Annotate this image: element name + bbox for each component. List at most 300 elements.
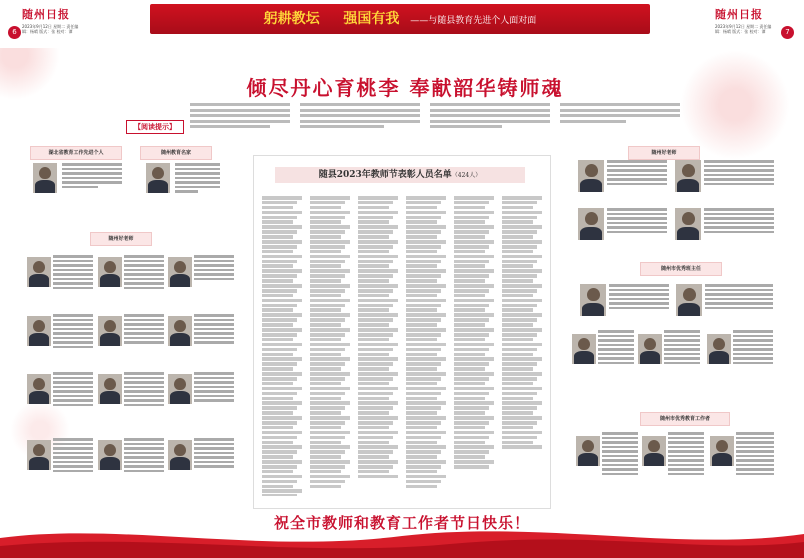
honor-list-entry <box>454 416 494 420</box>
honor-list-entry <box>358 387 398 391</box>
honor-list-entry <box>406 421 441 425</box>
honor-list-entry <box>310 206 341 210</box>
profile-text <box>194 438 234 488</box>
honor-list-entry <box>502 294 533 298</box>
masthead-meta-right: 2023年9月12日 星期二 责任编辑：杨晴 版式：张 校对：谭 <box>715 24 772 34</box>
honor-list-entry <box>502 264 533 268</box>
portrait-photo <box>676 284 702 316</box>
profile-text <box>53 372 93 422</box>
profile-text <box>733 330 773 378</box>
honor-list-entry <box>262 264 293 268</box>
portrait-photo <box>27 374 51 404</box>
honor-list-entry <box>358 426 389 430</box>
honor-list-entry <box>502 308 533 312</box>
honor-list-entry <box>262 485 293 489</box>
honor-list-entry <box>358 465 393 469</box>
honor-list-entry <box>310 460 350 464</box>
honor-list-entry <box>454 255 494 259</box>
portrait-photo <box>33 163 57 193</box>
honor-list-entry <box>502 431 542 435</box>
masthead-meta-left: 2023年9月12日 星期二 责任编辑：杨晴 版式：张 校对：谭 <box>22 24 79 34</box>
honor-list-entry <box>310 328 350 332</box>
honor-list-entry <box>502 362 537 366</box>
honor-list-entry <box>310 318 345 322</box>
honor-list-entry <box>454 220 485 224</box>
main-headline: 倾尽丹心育桃李 奉献韶华铸师魂 <box>246 76 564 100</box>
honor-list-entry <box>262 313 302 317</box>
newspaper-logo-left: 随州日报 <box>22 8 70 21</box>
honor-list-entry <box>454 397 485 401</box>
profile-text <box>53 438 93 488</box>
honor-list-entry <box>502 338 533 342</box>
honor-list-entry <box>502 411 533 415</box>
portrait-photo <box>146 163 170 193</box>
honor-list-entry <box>406 411 437 415</box>
topic-banner <box>150 4 650 34</box>
footer-greeting: 祝全市教师和教育工作者节日快乐！ <box>273 514 530 532</box>
honor-list-entry <box>358 475 398 479</box>
honor-list-entry <box>262 401 302 405</box>
section-suizhou-good-teacher-right: 随州好老师 <box>628 146 700 160</box>
profile-text <box>705 284 773 320</box>
honor-list-entry <box>262 255 302 259</box>
honor-list-entry <box>262 216 297 220</box>
portrait-photo <box>27 316 51 346</box>
honor-list-entry <box>262 284 302 288</box>
honor-list-entry <box>310 436 345 440</box>
honor-list-entry <box>502 289 537 293</box>
portrait-photo <box>638 334 662 364</box>
honor-list-entry <box>502 216 537 220</box>
honor-list-entry <box>262 450 297 454</box>
honor-list-entry <box>358 269 398 273</box>
honor-list-entry <box>310 269 350 273</box>
honor-list-entry <box>358 455 389 459</box>
honor-list-entry <box>310 392 345 396</box>
honor-list-entry <box>262 367 293 371</box>
honor-list-entry <box>454 455 485 459</box>
honor-list-entry <box>262 382 293 386</box>
honor-list-entry <box>262 201 297 205</box>
honor-list-entry <box>262 426 293 430</box>
honor-list-entry <box>406 480 441 484</box>
honor-list-entry <box>502 284 542 288</box>
profile-text <box>704 160 774 196</box>
honor-list-entry <box>358 353 389 357</box>
honor-list-entry <box>358 245 393 249</box>
honor-list-entry <box>454 245 489 249</box>
honor-list-entry <box>262 421 297 425</box>
honor-list-entry <box>454 206 485 210</box>
profile-text <box>607 208 667 244</box>
honor-list-entry <box>454 274 489 278</box>
honor-list-entry <box>262 333 297 337</box>
honor-list-entry <box>406 392 441 396</box>
honor-list-entry <box>310 225 350 229</box>
honor-list-entry <box>358 260 393 264</box>
honor-list-column <box>454 196 498 496</box>
honor-list-entry <box>406 279 437 283</box>
honor-list-column <box>502 196 546 496</box>
honor-list-entry <box>358 406 393 410</box>
honor-list-entry <box>358 299 398 303</box>
banner-text <box>150 4 650 34</box>
honor-list-entry <box>310 357 350 361</box>
honor-list-entry <box>454 230 489 234</box>
honor-list-entry <box>406 289 441 293</box>
masthead-left <box>22 6 82 34</box>
honor-list-entry <box>262 245 297 249</box>
honor-list-entry <box>502 421 537 425</box>
honor-list-entry <box>502 206 533 210</box>
honor-list-entry <box>310 353 341 357</box>
honor-list-entry <box>262 343 302 347</box>
honor-list-entry <box>262 455 293 459</box>
honor-list-entry <box>310 387 350 391</box>
section-hubei-advanced: 湖北省教育工作先进个人 <box>30 146 122 160</box>
profile-text <box>124 438 164 488</box>
honor-list-entry <box>502 377 537 381</box>
honor-list-entry <box>454 406 489 410</box>
lead-text-col-1 <box>190 103 290 128</box>
honor-list-entry <box>406 284 446 288</box>
portrait-photo <box>572 334 596 364</box>
honor-list-entry <box>502 274 537 278</box>
honor-list-entry <box>310 397 341 401</box>
honor-list-entry <box>406 260 441 264</box>
honor-list-entry <box>310 401 350 405</box>
honor-list-entry <box>310 294 341 298</box>
profile-text <box>53 314 93 364</box>
honor-list-entry <box>310 377 345 381</box>
honor-list-entry <box>502 387 542 391</box>
honor-list-entry <box>262 235 293 239</box>
honor-list-entry <box>358 411 389 415</box>
portrait-photo <box>578 208 604 240</box>
honor-list-entry <box>358 436 393 440</box>
honor-list-entry <box>310 245 345 249</box>
honor-list-entry <box>502 348 537 352</box>
honor-list-entry <box>358 225 398 229</box>
honor-list-entry <box>454 377 489 381</box>
honor-list-entry <box>454 338 485 342</box>
honor-list-entry <box>358 343 398 347</box>
honor-list-entry <box>310 299 350 303</box>
honor-list-entry <box>454 353 485 357</box>
honor-list-entry <box>502 406 537 410</box>
honor-list-title-text: 随县2023年教师节表彰人员名单 <box>318 170 452 180</box>
honor-list-entry <box>406 225 446 229</box>
honor-list-entry <box>406 220 437 224</box>
honor-list-entry <box>262 353 293 357</box>
honor-list-entry <box>358 230 393 234</box>
honor-list-entry <box>310 284 350 288</box>
honor-list-entry <box>310 426 341 430</box>
honor-list-entry <box>454 196 494 200</box>
honor-list-entry <box>502 255 542 259</box>
honor-list-entry <box>454 445 494 449</box>
portrait-photo <box>675 208 701 240</box>
honor-list-entry <box>406 196 446 200</box>
honor-list-entry <box>262 220 293 224</box>
newspaper-logo-right: 随州日报 <box>715 8 763 21</box>
honor-list-entry <box>406 240 446 244</box>
honor-list-entry <box>406 230 441 234</box>
honor-list-entry <box>358 372 398 376</box>
honor-list-entry <box>358 304 393 308</box>
honor-list-entry <box>406 362 441 366</box>
honor-list-count: （424人） <box>451 172 482 179</box>
honor-list-entry <box>502 245 537 249</box>
honor-list-entry <box>406 397 437 401</box>
honor-list-entry <box>454 294 485 298</box>
honor-list-entry <box>262 416 302 420</box>
honor-list-entry <box>310 250 341 254</box>
honor-list-entry <box>502 318 537 322</box>
honor-list-entry <box>406 313 446 317</box>
honor-list-entry <box>358 264 389 268</box>
honor-list-entry <box>406 328 446 332</box>
honor-list-entry <box>454 431 494 435</box>
portrait-photo <box>710 436 734 466</box>
profile-text <box>124 255 164 305</box>
page-number-right: 7 <box>781 26 794 39</box>
profile-text <box>668 432 704 492</box>
honor-list-entry <box>262 357 302 361</box>
profile-text <box>736 432 774 492</box>
honor-list-entry <box>406 367 437 371</box>
honor-list-entry <box>406 475 446 479</box>
honor-list-entry <box>454 411 485 415</box>
honor-list-entry <box>358 441 389 445</box>
honor-list-entry <box>358 211 398 215</box>
honor-list-entry <box>310 455 341 459</box>
honor-list-entry <box>358 318 393 322</box>
honor-list-entry <box>502 392 537 396</box>
honor-list-entry <box>454 328 494 332</box>
honor-list-column <box>358 196 402 496</box>
honor-list-column <box>406 196 450 496</box>
honor-list-entry <box>310 230 345 234</box>
honor-list-entry <box>454 436 489 440</box>
honor-list-entry <box>502 313 542 317</box>
honor-list-entry <box>406 245 441 249</box>
honor-list-entry <box>358 323 389 327</box>
portrait-photo <box>168 440 192 470</box>
honor-list-entry <box>358 216 393 220</box>
honor-list-entry <box>310 470 341 474</box>
portrait-photo <box>27 257 51 287</box>
honor-list-entry <box>454 421 489 425</box>
portrait-photo <box>642 436 666 466</box>
lead-text-col-2 <box>300 103 420 128</box>
honor-list-entry <box>310 421 345 425</box>
honor-list-entry <box>262 348 297 352</box>
portrait-photo <box>707 334 731 364</box>
honor-list-entry <box>406 216 441 220</box>
honor-list-entry <box>358 357 398 361</box>
honor-list-entry <box>406 333 441 337</box>
honor-list-entry <box>310 406 345 410</box>
honor-list-entry <box>262 294 293 298</box>
profile-text <box>598 330 634 378</box>
honor-list-entry <box>502 269 542 273</box>
honor-list-entry <box>454 313 494 317</box>
honor-list-entry <box>358 289 393 293</box>
honor-list-entry <box>502 441 533 445</box>
honor-list-entry <box>454 299 494 303</box>
honor-list-entry <box>310 323 341 327</box>
honor-list-entry <box>262 279 293 283</box>
honor-list-entry <box>358 313 398 317</box>
honor-list-entry <box>262 377 297 381</box>
honor-list-entry <box>262 362 297 366</box>
honor-list-entry <box>454 426 485 430</box>
honor-list-entry <box>406 299 446 303</box>
portrait-photo <box>578 160 604 192</box>
honor-list-entry <box>502 201 537 205</box>
honor-list-entry <box>310 343 350 347</box>
profile-text <box>62 163 122 195</box>
honor-list-entry <box>310 211 350 215</box>
honor-list-entry <box>406 343 446 347</box>
honor-list-entry <box>262 328 302 332</box>
honor-list-entry <box>262 392 297 396</box>
honor-list-entry <box>358 362 393 366</box>
honor-list-entry <box>358 392 393 396</box>
honor-list-entry <box>502 397 533 401</box>
honor-list-entry <box>454 235 485 239</box>
honor-list-entry <box>454 284 494 288</box>
honor-list-entry <box>406 450 441 454</box>
honor-list-entry <box>406 382 437 386</box>
honor-list-entry <box>502 220 533 224</box>
section-excellent-head-teacher: 随州市优秀班主任 <box>640 262 722 276</box>
honor-list-entry <box>262 240 302 244</box>
honor-list-entry <box>454 318 489 322</box>
honor-list-entry <box>310 279 341 283</box>
honor-list-entry <box>406 436 441 440</box>
honor-list-entry <box>502 333 537 337</box>
honor-list-entry <box>358 367 389 371</box>
portrait-photo <box>576 436 600 466</box>
honor-list-entry <box>454 260 489 264</box>
profile-text <box>609 284 669 320</box>
honor-list-entry <box>358 274 393 278</box>
portrait-photo <box>675 160 701 192</box>
profile-text <box>664 330 700 378</box>
section-suizhou-good-teacher-left: 随州好老师 <box>90 232 152 246</box>
honor-list-entry <box>502 260 537 264</box>
honor-list-entry <box>406 426 437 430</box>
honor-list-entry <box>454 211 494 215</box>
honor-list-entry <box>454 333 489 337</box>
honor-list-column <box>262 196 306 496</box>
honor-list-entry <box>502 401 542 405</box>
honor-list-entry <box>406 264 437 268</box>
honor-list-entry <box>358 235 389 239</box>
honor-list-entry <box>406 338 437 342</box>
honor-list-entry <box>358 445 398 449</box>
honor-list-entry <box>406 441 437 445</box>
honor-list-entry <box>310 372 350 376</box>
honor-list-entry <box>454 401 494 405</box>
honor-list-entry <box>310 338 341 342</box>
honor-list-entry <box>454 289 489 293</box>
honor-list-entry <box>454 372 494 376</box>
honor-list-entry <box>358 201 393 205</box>
honor-list-entry <box>406 318 441 322</box>
section-excellent-educator: 随州市优秀教育工作者 <box>640 412 730 426</box>
honor-list-entry <box>262 308 293 312</box>
honor-list-entry <box>262 269 302 273</box>
honor-list-entry <box>262 225 302 229</box>
honor-list-entry <box>358 397 389 401</box>
honor-list-entry <box>502 426 533 430</box>
honor-list-entry <box>262 460 302 464</box>
honor-list-entry <box>502 225 542 229</box>
honor-list-entry <box>262 494 297 496</box>
honor-list-entry <box>406 274 441 278</box>
honor-list-entry <box>406 460 446 464</box>
honor-list-entry <box>454 216 489 220</box>
honor-list-entry <box>358 377 393 381</box>
honor-list-entry <box>406 294 437 298</box>
honor-list-entry <box>310 304 345 308</box>
honor-list-entry <box>310 348 345 352</box>
honor-list-entry <box>406 353 437 357</box>
honor-list-column <box>310 196 354 496</box>
honor-list-entry <box>358 470 389 474</box>
honor-list-entry <box>406 211 446 215</box>
honor-list-entry <box>406 431 446 435</box>
honor-list-entry <box>262 211 302 215</box>
portrait-photo <box>27 440 51 470</box>
honor-list-entry <box>262 475 302 479</box>
honor-list-entry <box>502 367 533 371</box>
honor-list-entry <box>406 348 441 352</box>
honor-list-entry <box>502 343 542 347</box>
honor-list-entry <box>502 445 542 449</box>
honor-list-entry <box>310 411 341 415</box>
portrait-photo <box>98 440 122 470</box>
profile-text <box>602 432 638 492</box>
honor-list-entry <box>262 465 297 469</box>
honor-list-entry <box>454 450 489 454</box>
honor-list-entry <box>454 465 489 469</box>
section-suizhou-educator: 随州教育名家 <box>140 146 212 160</box>
honor-list-entry <box>262 289 297 293</box>
profile-text <box>607 160 667 196</box>
honor-list-entry <box>262 372 302 376</box>
honor-list-entry <box>502 279 533 283</box>
honor-list-entry <box>310 367 341 371</box>
honor-list-entry <box>406 304 441 308</box>
honor-list-entry <box>502 353 533 357</box>
honor-list-entry <box>262 274 297 278</box>
honor-list-entry <box>310 480 345 484</box>
portrait-photo <box>98 257 122 287</box>
honor-list-entry <box>454 460 494 464</box>
honor-list-entry <box>358 308 389 312</box>
profile-text <box>175 163 220 203</box>
honor-list-entry <box>502 299 542 303</box>
honor-list-entry <box>502 235 533 239</box>
honor-list-entry <box>358 401 398 405</box>
honor-list-entry <box>502 436 537 440</box>
honor-list-entry <box>406 416 446 420</box>
honor-list-entry <box>262 299 302 303</box>
